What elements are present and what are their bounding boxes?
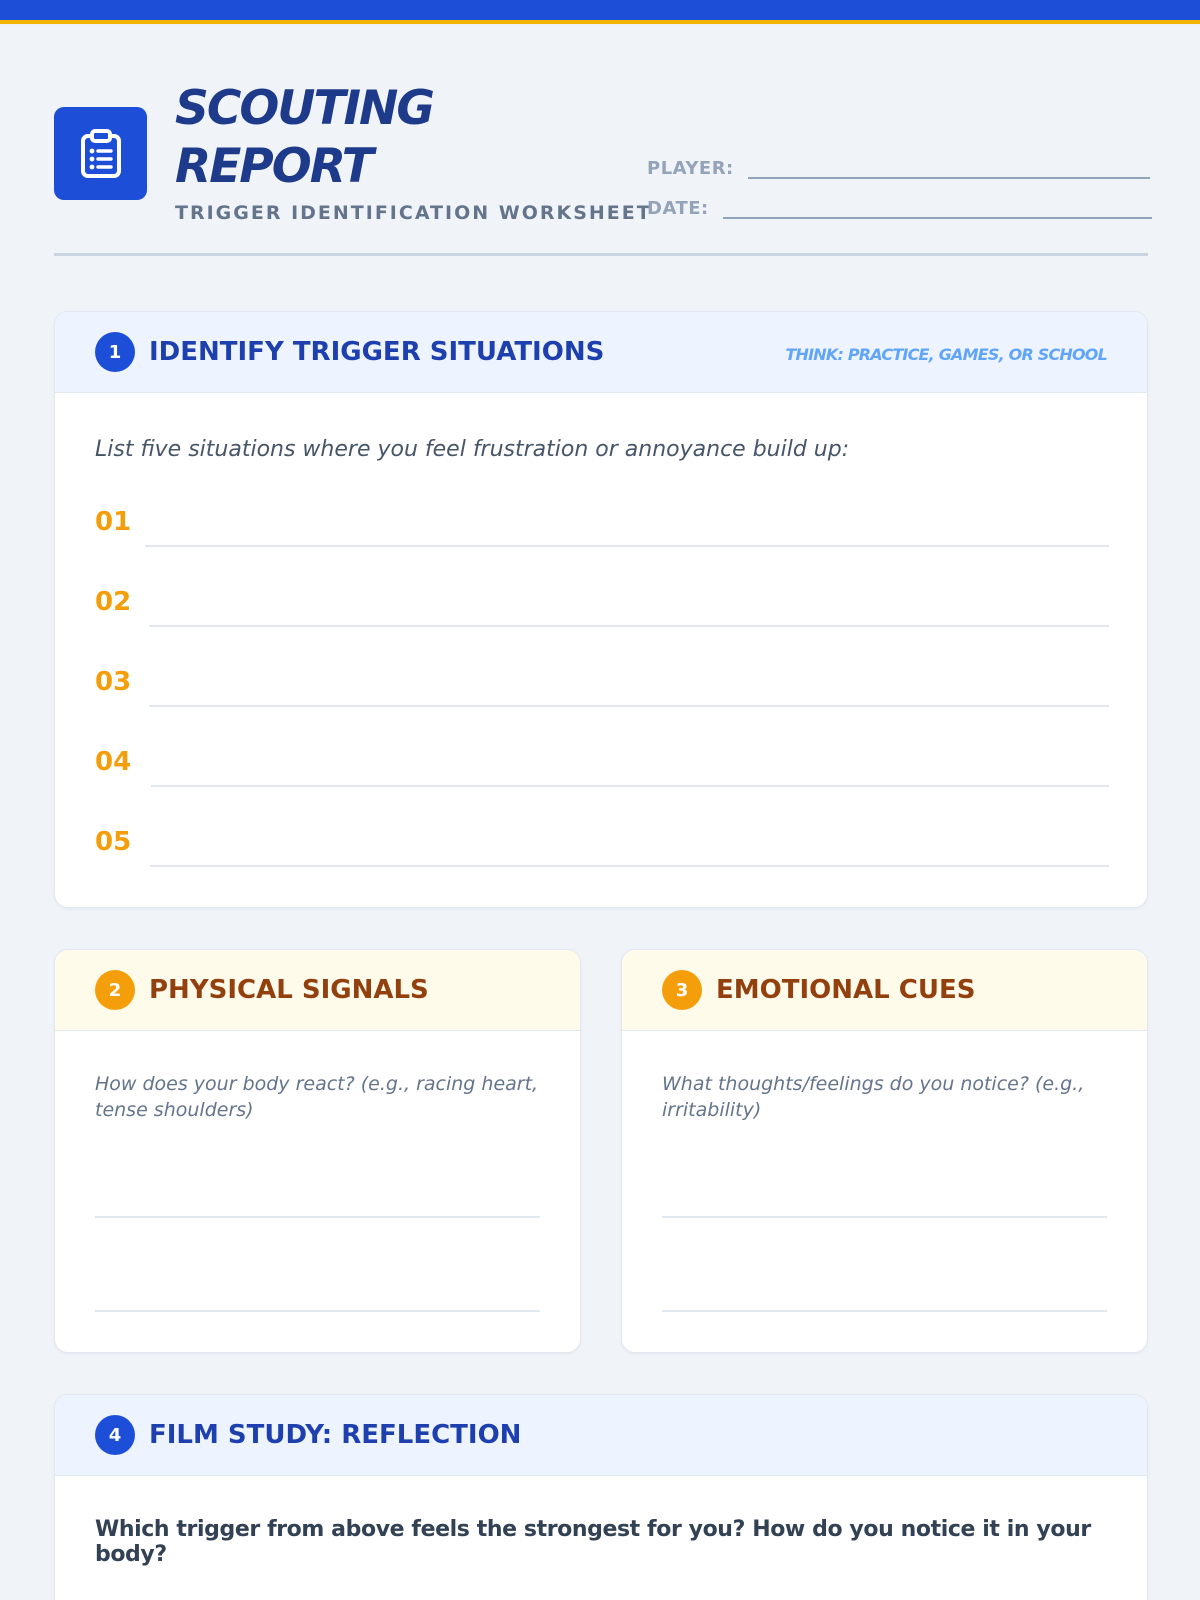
section-1-hint: THINK: PRACTICE, GAMES, OR SCHOOL <box>785 345 1107 364</box>
section-3-number-badge: 3 <box>662 970 702 1010</box>
list-item <box>95 507 1109 547</box>
player-label: PLAYER: <box>647 158 734 179</box>
clipboard-icon <box>79 129 123 179</box>
section-1-title: IDENTIFY TRIGGER SITUATIONS <box>149 337 605 367</box>
list-item <box>95 827 1109 867</box>
list-item-write-line[interactable] <box>151 785 1109 787</box>
section-emotional-cues <box>621 949 1148 1353</box>
section-1-prompt: List five situations where you feel frustration or annoyance build up: <box>95 437 850 462</box>
list-item <box>95 667 1109 707</box>
emotional-cues-write-line[interactable] <box>662 1216 1107 1218</box>
list-item-number: 04 <box>95 747 132 777</box>
section-1-header <box>55 312 1147 393</box>
list-item-write-line[interactable] <box>150 865 1109 867</box>
section-physical-signals <box>54 949 581 1353</box>
date-label: DATE: <box>647 198 709 219</box>
list-item-number: 05 <box>95 827 132 857</box>
list-item <box>95 747 1109 787</box>
section-2-prompt: How does your body react? (e.g., racing heart, tense shoulders) <box>95 1073 539 1121</box>
player-field <box>647 158 1150 179</box>
title-line-2: REPORT <box>175 139 372 194</box>
section-film-study <box>54 1394 1148 1600</box>
header-divider <box>54 253 1148 256</box>
page-title <box>175 80 595 196</box>
top-banner-bar <box>0 0 1200 20</box>
title-line-1: SCOUTING <box>175 81 433 136</box>
section-4-title: FILM STUDY: REFLECTION <box>149 1420 522 1450</box>
section-3-prompt: What thoughts/feelings do you notice? (e.g., irritability) <box>662 1073 1085 1121</box>
section-2-header <box>55 950 580 1031</box>
player-input-line[interactable] <box>748 177 1150 179</box>
page-subtitle: TRIGGER IDENTIFICATION WORKSHEET <box>175 202 652 224</box>
section-2-title: PHYSICAL SIGNALS <box>149 975 429 1005</box>
physical-signals-write-line[interactable] <box>95 1310 540 1312</box>
list-item-write-line[interactable] <box>149 625 1109 627</box>
worksheet-header <box>54 80 1148 256</box>
logo-badge <box>54 107 147 200</box>
top-banner-accent <box>0 20 1200 26</box>
date-input-line[interactable] <box>723 217 1152 219</box>
list-item <box>95 587 1109 627</box>
list-item-write-line[interactable] <box>149 705 1109 707</box>
list-item-number: 03 <box>95 667 132 697</box>
section-trigger-situations <box>54 311 1148 908</box>
reflection-question: Which trigger from above feels the strongest for you? How do you notice it in your body? <box>95 1517 1091 1567</box>
section-3-title: EMOTIONAL CUES <box>716 975 976 1005</box>
list-item-write-line[interactable] <box>145 545 1109 547</box>
section-4-header <box>55 1395 1147 1476</box>
section-3-header <box>622 950 1147 1031</box>
list-item-number: 01 <box>95 507 132 537</box>
section-1-number-badge: 1 <box>95 332 135 372</box>
list-item-number: 02 <box>95 587 132 617</box>
physical-signals-write-line[interactable] <box>95 1216 540 1218</box>
date-field <box>647 198 1152 219</box>
section-2-number-badge: 2 <box>95 970 135 1010</box>
section-4-number-badge: 4 <box>95 1415 135 1455</box>
emotional-cues-write-line[interactable] <box>662 1310 1107 1312</box>
